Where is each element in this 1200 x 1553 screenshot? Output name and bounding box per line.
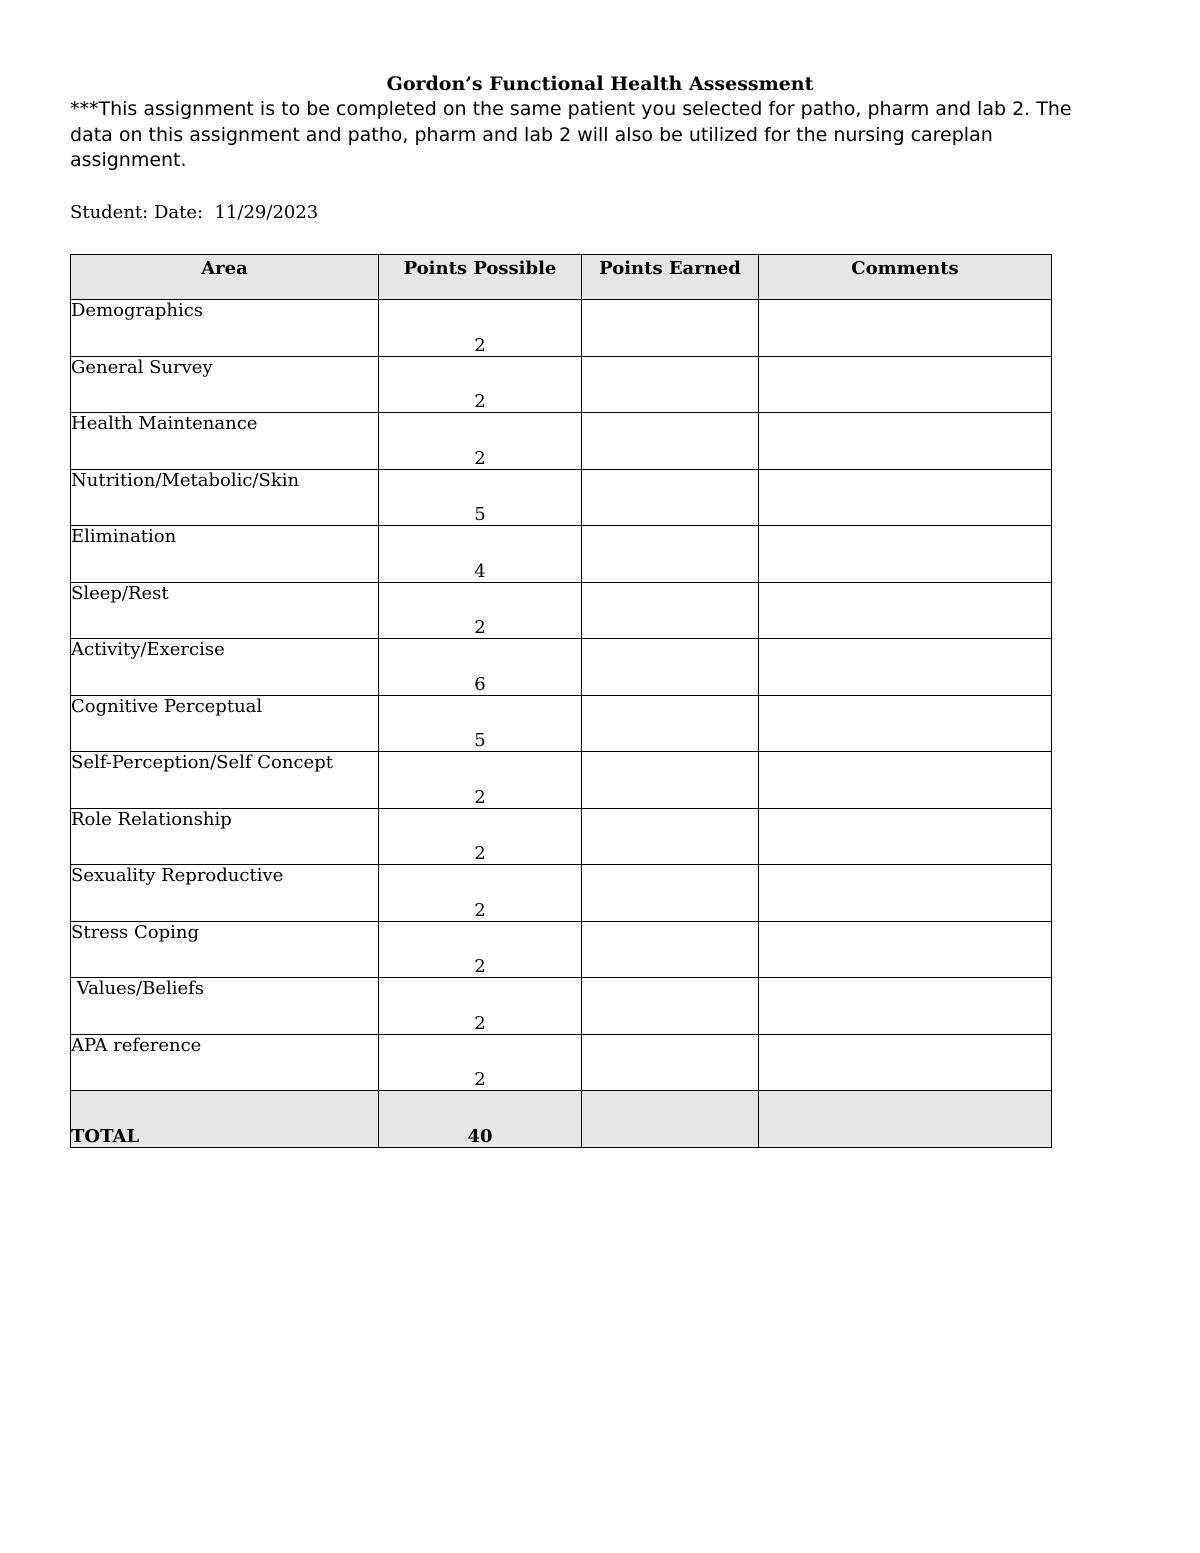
points-possible-cell: 2	[379, 582, 582, 639]
points-earned-cell	[582, 582, 759, 639]
table-row	[71, 582, 1052, 639]
comments-cell	[759, 808, 1052, 865]
points-earned-cell	[582, 469, 759, 526]
comments-cell	[759, 752, 1052, 809]
points-earned-cell	[582, 413, 759, 470]
table-row	[71, 300, 1052, 357]
comments-cell	[759, 526, 1052, 583]
comments-cell	[759, 921, 1052, 978]
grading-table	[70, 254, 1052, 1148]
area-cell: Demographics	[71, 300, 379, 357]
points-earned-cell	[582, 356, 759, 413]
area-cell: Stress Coping	[71, 921, 379, 978]
points-possible-cell: 2	[379, 1034, 582, 1091]
points-earned-cell	[582, 639, 759, 696]
table-row	[71, 526, 1052, 583]
table-row	[71, 639, 1052, 696]
comments-cell	[759, 978, 1052, 1035]
comments-cell	[759, 413, 1052, 470]
table-row	[71, 356, 1052, 413]
document-title: Gordon’s Functional Health Assessment	[386, 73, 814, 95]
table-row	[71, 921, 1052, 978]
table-row	[71, 695, 1052, 752]
points-earned-cell	[582, 865, 759, 922]
table-row	[71, 469, 1052, 526]
student-date-line: Student: Date: 11/29/2023	[70, 202, 319, 223]
total-comments-cell	[759, 1091, 1052, 1148]
points-earned-cell	[582, 752, 759, 809]
comments-cell	[759, 469, 1052, 526]
points-possible-cell: 2	[379, 921, 582, 978]
comments-cell	[759, 695, 1052, 752]
area-cell: APA reference	[71, 1034, 379, 1091]
points-possible-cell: 2	[379, 356, 582, 413]
table-row	[71, 752, 1052, 809]
points-possible-cell: 2	[379, 978, 582, 1035]
points-possible-cell: 2	[379, 300, 582, 357]
header-points-earned: Points Earned	[582, 255, 759, 300]
total-points-possible: 40	[379, 1091, 582, 1148]
area-cell: Sleep/Rest	[71, 582, 379, 639]
points-earned-cell	[582, 526, 759, 583]
points-possible-cell: 5	[379, 469, 582, 526]
points-earned-cell	[582, 300, 759, 357]
points-earned-cell	[582, 695, 759, 752]
points-possible-cell: 2	[379, 413, 582, 470]
area-cell: Self-Perception/Self Concept	[71, 752, 379, 809]
table-row	[71, 808, 1052, 865]
area-cell: Elimination	[71, 526, 379, 583]
points-earned-cell	[582, 978, 759, 1035]
comments-cell	[759, 582, 1052, 639]
area-cell: Nutrition/Metabolic/Skin	[71, 469, 379, 526]
points-possible-cell: 2	[379, 865, 582, 922]
area-cell: Sexuality Reproductive	[71, 865, 379, 922]
comments-cell	[759, 356, 1052, 413]
points-earned-cell	[582, 808, 759, 865]
total-label: TOTAL	[71, 1091, 379, 1148]
points-earned-cell	[582, 921, 759, 978]
points-possible-cell: 6	[379, 639, 582, 696]
table-header-row	[71, 255, 1052, 300]
comments-cell	[759, 300, 1052, 357]
header-comments: Comments	[759, 255, 1052, 300]
points-possible-cell: 2	[379, 808, 582, 865]
area-cell: Cognitive Perceptual	[71, 695, 379, 752]
table-row	[71, 978, 1052, 1035]
total-points-earned-cell	[582, 1091, 759, 1148]
area-cell: General Survey	[71, 356, 379, 413]
total-row	[71, 1091, 1052, 1148]
points-earned-cell	[582, 1034, 759, 1091]
header-points-possible: Points Possible	[379, 255, 582, 300]
comments-cell	[759, 1034, 1052, 1091]
comments-cell	[759, 865, 1052, 922]
points-possible-cell: 4	[379, 526, 582, 583]
table-row	[71, 413, 1052, 470]
table-row	[71, 1034, 1052, 1091]
points-possible-cell: 2	[379, 752, 582, 809]
table-row	[71, 865, 1052, 922]
area-cell: Activity/Exercise	[71, 639, 379, 696]
header-area: Area	[71, 255, 379, 300]
comments-cell	[759, 639, 1052, 696]
points-possible-cell: 5	[379, 695, 582, 752]
area-cell: Role Relationship	[71, 808, 379, 865]
area-cell: Health Maintenance	[71, 413, 379, 470]
assignment-instructions: ***This assignment is to be completed on the same patient you selected for patho, pharm and lab 2. The data on this assignment and patho, pharm and lab 2 will also be utilized for the nursing careplan assignment.	[70, 98, 1072, 171]
area-cell: Values/Beliefs	[71, 978, 379, 1035]
